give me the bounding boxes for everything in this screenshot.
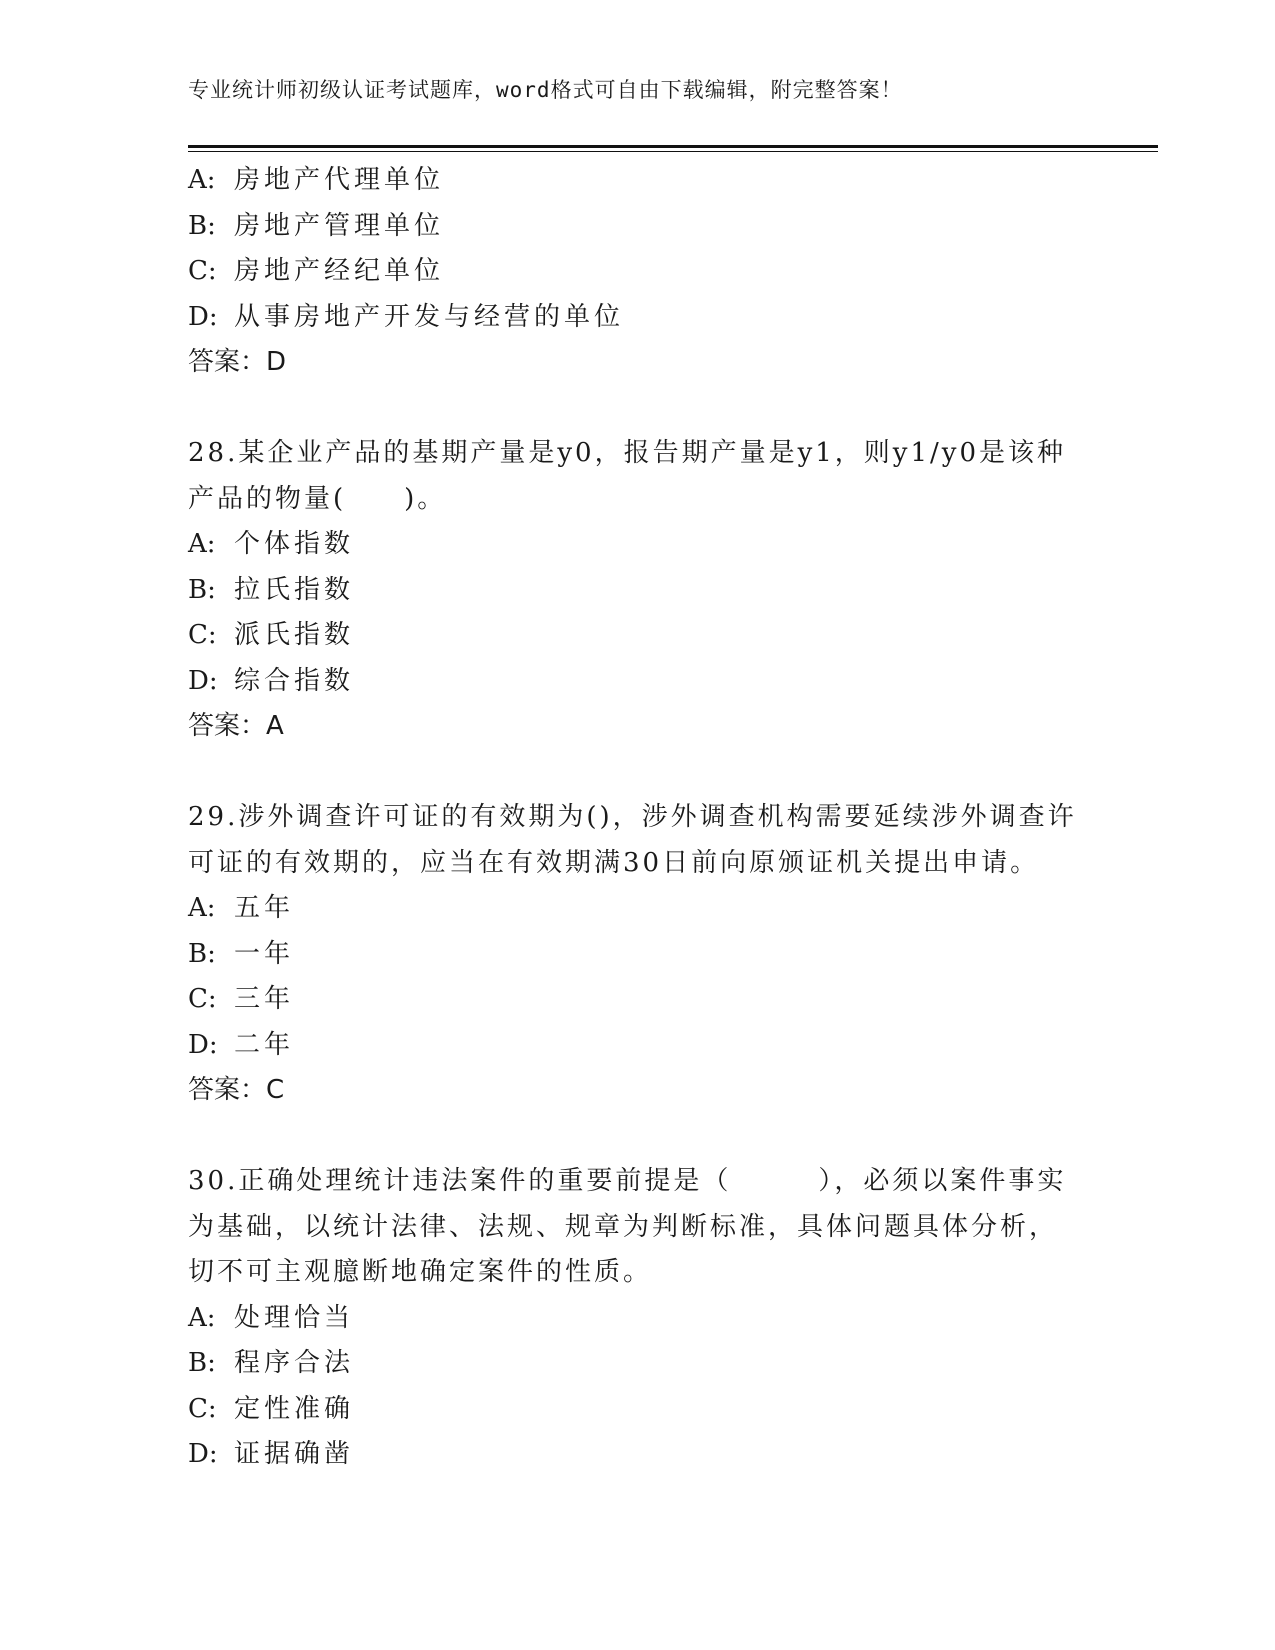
option-b: B: 一年: [188, 938, 295, 969]
question-28: [188, 431, 1088, 750]
option-b: B: 程序合法: [188, 1348, 355, 1378]
option-a: A: 房地产代理单位: [188, 165, 445, 195]
option-a: A: 五年: [188, 893, 295, 923]
option-c: C: 三年: [188, 984, 295, 1014]
header-rule-thick: [188, 145, 1158, 148]
spacer: [188, 750, 1088, 796]
option-a: A: 处理恰当: [188, 1302, 355, 1333]
option-a: A: 个体指数: [188, 529, 355, 559]
option-c: C: 房地产经纪单位: [188, 256, 445, 286]
option-d: D: 证据确凿: [188, 1439, 355, 1469]
option-d: D: 二年: [188, 1029, 295, 1060]
question-text-line: 28.某企业产品的基期产量是y0，报告期产量是y1，则y1/y0是该种: [188, 438, 1067, 468]
question-content: [188, 158, 1088, 1478]
option-c: C: 派氏指数: [188, 620, 355, 650]
spacer: [188, 386, 1088, 432]
page-header: 专业统计师初级认证考试题库，word格式可自由下载编辑，附完整答案！: [188, 78, 903, 102]
option-b: B: 拉氏指数: [188, 574, 355, 605]
option-c: C: 定性准确: [188, 1393, 355, 1424]
answer: 答案：D: [188, 347, 287, 377]
spacer: [188, 1114, 1088, 1160]
question-text-line: 30.正确处理统计违法案件的重要前提是（ ），必须以案件事实: [188, 1166, 1067, 1196]
question-30: [188, 1159, 1088, 1478]
answer: 答案：C: [188, 1075, 285, 1105]
question-text-line: 为基础，以统计法律、法规、规章为判断标准，具体问题具体分析，: [188, 1211, 1059, 1242]
question-text-line: 产品的物量( )。: [188, 483, 447, 514]
header-rule-thin: [188, 151, 1158, 152]
question-text-line: 可证的有效期的，应当在有效期满30日前向原颁证机关提出申请。: [188, 847, 1040, 878]
question-text-line: 切不可主观臆断地确定案件的性质。: [188, 1257, 653, 1287]
question-text-line: 29.涉外调查许可证的有效期为()，涉外调查机构需要延续涉外调查许: [188, 802, 1077, 832]
question-29: [188, 795, 1088, 1114]
option-d: D: 综合指数: [188, 665, 355, 696]
option-b: B: 房地产管理单位: [188, 210, 445, 241]
option-d: D: 从事房地产开发与经营的单位: [188, 301, 625, 332]
answer: 答案：A: [188, 711, 284, 741]
question-27: [188, 158, 1088, 386]
